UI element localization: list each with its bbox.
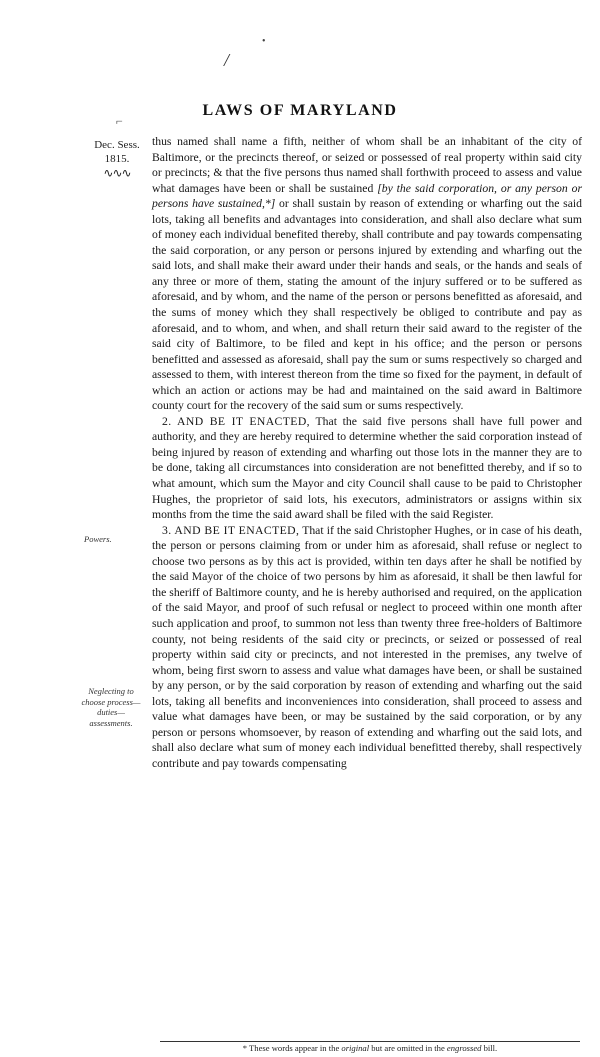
footnote-rule (160, 1041, 580, 1042)
paragraph-1-bracketed: [by the said corporation, or any person or persons have sustained,*] (152, 181, 582, 211)
footnote-text-c: bill. (481, 1043, 498, 1053)
section-3 (152, 523, 582, 772)
paragraph-1 (152, 134, 582, 414)
ink-dot: • (262, 36, 266, 47)
session-ornament: ∿∿∿ (103, 166, 131, 180)
section-2-text: That the said five persons shall have full power and authority, and they are hereby required to determine whether the said corporation instead of being injured by reason of extending and wharfing out those lots in the manner they are to be done, taking all circumstances into consideration are not benefitted thereby, and if so to what amount, which sum the Mayor and city Council shall cause to be paid to Christopher Hughes, the proprietor of said lots, his executors, administrators or assigns within six months from the time the said award shall be filed with the said Register. (152, 414, 582, 522)
session-label: Dec. Sess. (94, 139, 140, 151)
footnote-text-b: but are omitted in the (369, 1043, 447, 1053)
footnote-original: original (341, 1043, 370, 1053)
law-text (152, 134, 582, 771)
footnote-engrossed: engrossed (446, 1043, 482, 1053)
paragraph-1-text-b: or shall sustain by reason of extending or wharfing out the said lots, taking all benefits and advantages into consideration, and shall also declare what sum of money each individual benefited thereby, shall contribute and pay towards compensating the said corporation, or any person or persons injured by extending and wharfing out the said lots, and shall make their award under their hands and seals, or the hands and seals of any three or more of them, stating the amount of the injury suffered or to be suffered as aforesaid, and by whom, and the name of the person or persons benefitted as aforesaid, and the sums of money which they shall respectively be obliged to contribute and pay as aforesaid, and to whom, and when, and shall return their said award to the register of the said city of Baltimore, to be filed and kept in his office; and the person or persons benefitted and assessed as aforesaid, shall pay the sum or sums respectively so charged and assessed to them, with interest thereon from the time so fixed for the payment, in default of which an action or actions may be had and maintained on the said award in Baltimore county court for the recovery of the said sum or sums respectively. (152, 197, 582, 413)
section-3-text: That if the said Christopher Hughes, or in case of his death, the person or persons claiming from or under him as aforesaid, shall refuse or neglect to choose two persons as by this act is provided, within ten days after he shall be notified by the said Mayor of the choice of two persons by him as aforesaid, it shall be then lawful for the sheriff of Baltimore county, and he is hereby authorised and required, on the application of the said Mayor, and proof of such refusal or neglect to proceed within one month after such application and proof, to summon not less than twenty three free-holders of Baltimore county, not being residents of the said city or precincts, or seized or possessed of real property within said city or precincts, and not interested in the premises, any twelve of whom, being first sworn to assess and value what damages have been, or shall be sustained by any person, or by the said corporation by reason of extending and wharfing out the said lots, taking all benefits and inconveniences into consideration, shall proceed to assess and value what damages have been, or may be sustained by the said corporation, or by any person or persons whomsoever, by reason of extending and wharfing out the said lots, and shall also declare what sum of money each individual benefitted thereby, shall respectively contribute and pay towards compensating (152, 523, 582, 770)
paragraph-1-text-a: thus named shall name a fifth, neither of whom shall be an inhabitant of the city of Baltimore, or the precincts thereof, or seized or possessed of real property within said city or precincts; & that the five persons thus named shall forthwith proceed to assess and value what damages have been or shall be sustained (152, 135, 582, 195)
page-title: LAWS OF MARYLAND (202, 102, 398, 119)
printer-mark: ⌐ (116, 114, 123, 128)
margin-note-neglecting: Neglecting to choose process—duties—assessments. (81, 686, 141, 728)
section-2 (152, 414, 582, 523)
folio-mark: / (224, 50, 230, 70)
footnote-text-a: * These words appear in the (242, 1043, 342, 1053)
session-marginal (82, 138, 152, 180)
margin-note-powers: Powers. (84, 534, 112, 544)
session-year: 1815. (104, 153, 130, 165)
section-2-heading: 2. AND BE IT ENACTED, (162, 414, 310, 428)
footnote (160, 1043, 580, 1054)
section-3-heading: 3. AND BE IT ENACTED, (162, 523, 300, 537)
